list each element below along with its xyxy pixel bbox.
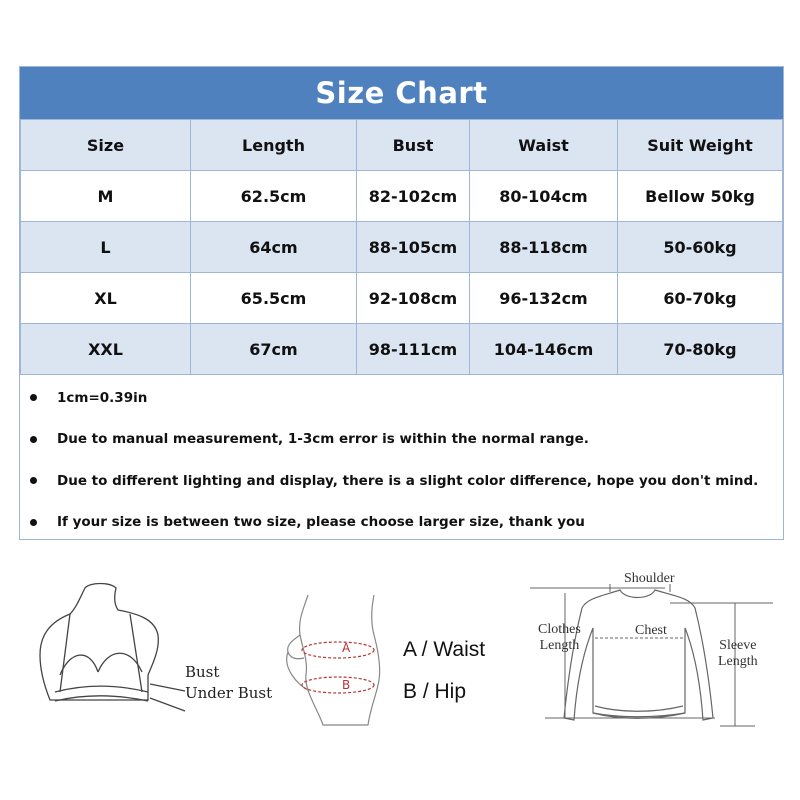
cell-bust: 92-108cm bbox=[357, 273, 470, 324]
cell-length: 62.5cm bbox=[191, 171, 357, 222]
cell-suit-weight: 70-80kg bbox=[618, 324, 783, 375]
bullet-icon bbox=[30, 477, 37, 484]
cell-size: M bbox=[21, 171, 191, 222]
list-item bbox=[20, 377, 783, 419]
cell-bust: 82-102cm bbox=[357, 171, 470, 222]
bullet-icon bbox=[30, 519, 37, 526]
notes-list bbox=[20, 377, 783, 543]
header-suit-weight: Suit Weight bbox=[618, 120, 783, 171]
cell-bust: 98-111cm bbox=[357, 324, 470, 375]
cell-suit-weight: 50-60kg bbox=[618, 222, 783, 273]
table-row bbox=[21, 171, 783, 222]
note-text: Due to different lighting and display, there is a slight color difference, hope you don't mind. bbox=[57, 472, 759, 489]
clothes-length-label bbox=[538, 622, 581, 654]
shoulder-label: Shoulder bbox=[624, 571, 675, 586]
header-length: Length bbox=[191, 120, 357, 171]
cell-suit-weight: Bellow 50kg bbox=[618, 171, 783, 222]
svg-text:A: A bbox=[342, 641, 351, 655]
mannequin-bra-illustration bbox=[30, 580, 190, 730]
bullet-icon bbox=[30, 436, 37, 443]
cell-waist: 96-132cm bbox=[470, 273, 618, 324]
header-waist: Waist bbox=[470, 120, 618, 171]
hip-waist-illustration bbox=[278, 590, 388, 730]
cell-length: 65.5cm bbox=[191, 273, 357, 324]
cell-length: 64cm bbox=[191, 222, 357, 273]
list-item bbox=[20, 460, 783, 502]
size-table bbox=[20, 119, 783, 375]
header-size: Size bbox=[21, 120, 191, 171]
cell-length: 67cm bbox=[191, 324, 357, 375]
sleeve-length-line2: Length bbox=[718, 654, 758, 669]
list-item bbox=[20, 502, 783, 544]
chest-label: Chest bbox=[635, 623, 667, 638]
cell-waist: 80-104cm bbox=[470, 171, 618, 222]
waist-label: A / Waist bbox=[403, 638, 486, 661]
cell-size: XL bbox=[21, 273, 191, 324]
svg-text:B: B bbox=[342, 678, 351, 692]
table-row bbox=[21, 324, 783, 375]
sleeve-length-label bbox=[718, 638, 758, 670]
list-item bbox=[20, 419, 783, 461]
table-header-row bbox=[21, 120, 783, 171]
header-bust: Bust bbox=[357, 120, 470, 171]
note-text: Due to manual measurement, 1-3cm error is within the normal range. bbox=[57, 431, 589, 448]
title-bar bbox=[20, 67, 783, 119]
note-text: 1cm=0.39in bbox=[57, 389, 148, 406]
under-bust-label: Under Bust bbox=[185, 684, 273, 702]
cell-size: L bbox=[21, 222, 191, 273]
hip-label: B / Hip bbox=[403, 680, 467, 703]
bullet-icon bbox=[30, 394, 37, 401]
note-text: If your size is between two size, please choose larger size, thank you bbox=[57, 514, 585, 531]
size-chart bbox=[19, 66, 784, 540]
cell-bust: 88-105cm bbox=[357, 222, 470, 273]
cell-suit-weight: 60-70kg bbox=[618, 273, 783, 324]
chart-title: Size Chart bbox=[315, 76, 488, 110]
bust-label: Bust bbox=[185, 663, 220, 681]
table-row bbox=[21, 273, 783, 324]
measurement-figures bbox=[0, 560, 800, 800]
sleeve-length-line1: Sleeve bbox=[719, 638, 757, 653]
cell-waist: 88-118cm bbox=[470, 222, 618, 273]
cell-size: XXL bbox=[21, 324, 191, 375]
clothes-length-line1: Clothes bbox=[538, 622, 581, 637]
table-row bbox=[21, 222, 783, 273]
clothes-length-line2: Length bbox=[539, 638, 580, 653]
cell-waist: 104-146cm bbox=[470, 324, 618, 375]
